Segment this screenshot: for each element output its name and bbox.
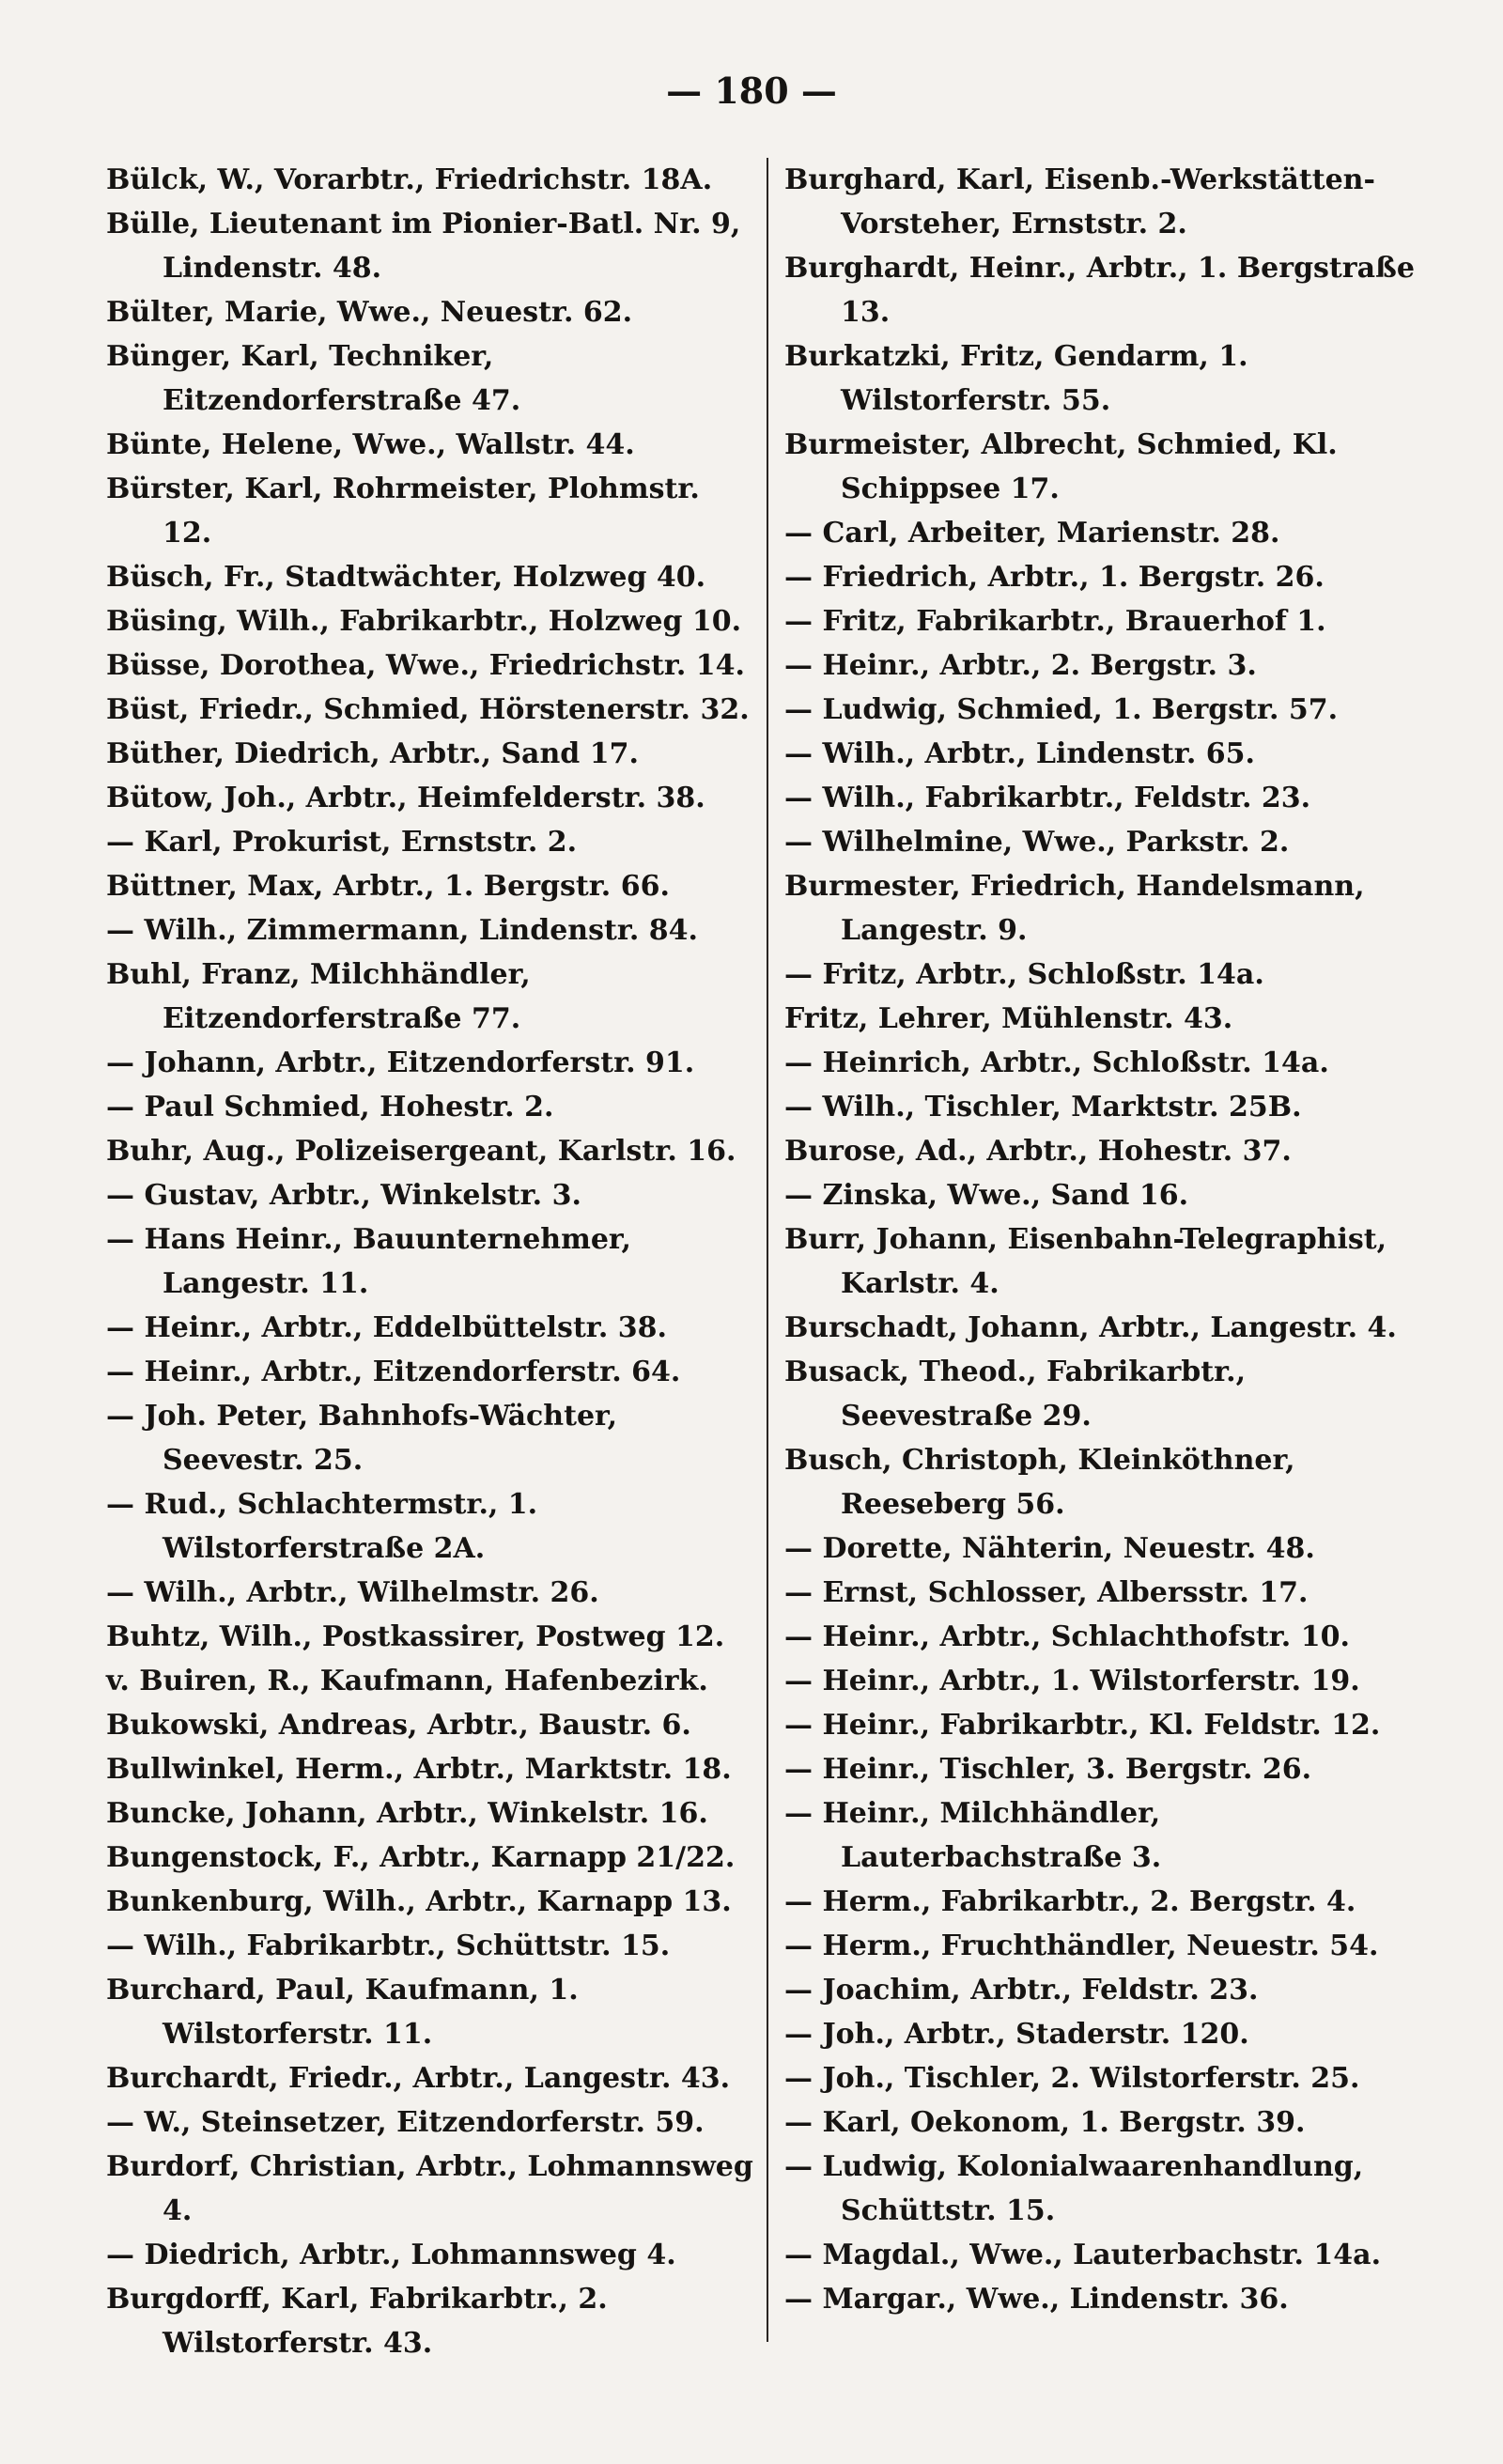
directory-entry: Bülle, Lieutenant im Pionier-Batl. Nr. 9, Lindenstr. 48. <box>106 208 741 285</box>
directory-entry: Busch, Christoph, Kleinköthner, Reeseberg 56. <box>784 1444 1295 1521</box>
directory-entry: — Magdal., Wwe., Lauterbachstr. 14a. <box>784 2239 1382 2271</box>
directory-entry: — Heinr., Arbtr., Eddelbüttelstr. 38. <box>106 1311 667 1344</box>
directory-entry: — Wilhelmine, Wwe., Parkstr. 2. <box>784 826 1290 859</box>
directory-entry: — Herm., Fruchthändler, Neuestr. 54. <box>784 1929 1379 1962</box>
directory-entry: Bünger, Karl, Techniker, Eitzendorferstraße 47. <box>106 340 521 417</box>
directory-entry: Büsse, Dorothea, Wwe., Friedrichstr. 14. <box>106 649 745 682</box>
directory-entry: Büst, Friedr., Schmied, Hörstenerstr. 32. <box>106 693 750 726</box>
directory-entry: — Heinr., Fabrikarbtr., Kl. Feldstr. 12. <box>784 1709 1381 1742</box>
directory-entry: Büttner, Max, Arbtr., 1. Bergstr. 66. <box>106 870 670 903</box>
directory-entry: Büther, Diedrich, Arbtr., Sand 17. <box>106 737 639 770</box>
directory-entry: — Carl, Arbeiter, Marienstr. 28. <box>784 517 1280 550</box>
directory-entry: — Wilh., Fabrikarbtr., Schüttstr. 15. <box>106 1929 671 1962</box>
directory-entry: — Margar., Wwe., Lindenstr. 36. <box>784 2283 1289 2316</box>
directory-entry: — Wilh., Arbtr., Lindenstr. 65. <box>784 737 1255 770</box>
right-column <box>784 158 1442 2321</box>
directory-entry: — Friedrich, Arbtr., 1. Bergstr. 26. <box>784 561 1325 594</box>
directory-entry: — Gustav, Arbtr., Winkelstr. 3. <box>106 1179 581 1212</box>
directory-entry: Burdorf, Christian, Arbtr., Lohmannsweg 4. <box>106 2150 753 2227</box>
left-column <box>106 158 756 2365</box>
directory-entry: Burchardt, Friedr., Arbtr., Langestr. 43. <box>106 2062 731 2095</box>
directory-entry: Burmeister, Albrecht, Schmied, Kl. Schippsee 17. <box>784 428 1338 505</box>
directory-entry: Buhr, Aug., Polizeisergeant, Karlstr. 16. <box>106 1135 736 1168</box>
directory-entry: Buhl, Franz, Milchhändler, Eitzendorferstraße 77. <box>106 958 531 1035</box>
directory-entry: Bülter, Marie, Wwe., Neuestr. 62. <box>106 296 633 329</box>
directory-entry: Bütow, Joh., Arbtr., Heimfelderstr. 38. <box>106 782 705 814</box>
directory-entry: Büsch, Fr., Stadtwächter, Holzweg 40. <box>106 561 706 594</box>
directory-entry: — Heinr., Arbtr., 1. Wilstorferstr. 19. <box>784 1665 1360 1697</box>
directory-entry: Bünte, Helene, Wwe., Wallstr. 44. <box>106 428 635 461</box>
directory-entry: Bungenstock, F., Arbtr., Karnapp 21/22. <box>106 1841 736 1874</box>
directory-entry: Burose, Ad., Arbtr., Hohestr. 37. <box>784 1135 1292 1168</box>
directory-entry: Busack, Theod., Fabrikarbtr., Seevestraße 29. <box>784 1356 1247 1433</box>
directory-entry: Buncke, Johann, Arbtr., Winkelstr. 16. <box>106 1797 708 1830</box>
directory-entry: — Joh., Tischler, 2. Wilstorferstr. 25. <box>784 2062 1360 2095</box>
directory-entry: Burghard, Karl, Eisenb.-Werkstätten-Vorsteher, Ernststr. 2. <box>784 163 1375 240</box>
directory-entry: — Heinr., Tischler, 3. Bergstr. 26. <box>784 1753 1312 1786</box>
directory-entry: — Wilh., Fabrikarbtr., Feldstr. 23. <box>784 782 1311 814</box>
directory-entry: Fritz, Lehrer, Mühlenstr. 43. <box>784 1002 1233 1035</box>
directory-entry: — Rud., Schlachtermstr., 1. Wilstorferstraße 2A. <box>106 1488 538 1565</box>
column-divider <box>767 158 768 2342</box>
directory-entry: — Heinr., Arbtr., Schlachthofstr. 10. <box>784 1620 1350 1653</box>
directory-entry: — Hans Heinr., Bauunternehmer, Langestr. 11. <box>106 1223 631 1300</box>
directory-entry: Burschadt, Johann, Arbtr., Langestr. 4. <box>784 1311 1397 1344</box>
directory-entry: Burkatzki, Fritz, Gendarm, 1. Wilstorferstr. 55. <box>784 340 1248 417</box>
directory-entry: Burmester, Friedrich, Handelsmann, Langestr. 9. <box>784 870 1365 947</box>
directory-entry: — Zinska, Wwe., Sand 16. <box>784 1179 1189 1212</box>
directory-entry: Bürster, Karl, Rohrmeister, Plohmstr. 12. <box>106 473 700 550</box>
directory-entry: — Ernst, Schlosser, Albersstr. 17. <box>784 1576 1309 1609</box>
directory-entry: — Wilh., Tischler, Marktstr. 25B. <box>784 1091 1302 1124</box>
directory-entry: — Herm., Fabrikarbtr., 2. Bergstr. 4. <box>784 1885 1356 1918</box>
directory-entry: Burchard, Paul, Kaufmann, 1. Wilstorferstr. 11. <box>106 1974 579 2051</box>
directory-entry: — W., Steinsetzer, Eitzendorferstr. 59. <box>106 2106 705 2139</box>
directory-entry: — Heinr., Arbtr., 2. Bergstr. 3. <box>784 649 1257 682</box>
directory-entry: — Ludwig, Kolonialwaarenhandlung, Schüttstr. 15. <box>784 2150 1364 2227</box>
directory-entry: — Ludwig, Schmied, 1. Bergstr. 57. <box>784 693 1339 726</box>
directory-entry: — Joachim, Arbtr., Feldstr. 23. <box>784 1974 1259 2007</box>
directory-entry: — Joh. Peter, Bahnhofs-Wächter, Seevestr. 25. <box>106 1400 618 1477</box>
directory-entry: Bunkenburg, Wilh., Arbtr., Karnapp 13. <box>106 1885 732 1918</box>
directory-entry: — Joh., Arbtr., Staderstr. 120. <box>784 2018 1249 2051</box>
directory-entry: Bullwinkel, Herm., Arbtr., Marktstr. 18. <box>106 1753 732 1786</box>
directory-entry: — Dorette, Nähterin, Neuestr. 48. <box>784 1532 1315 1565</box>
directory-entry: v. Buiren, R., Kaufmann, Hafenbezirk. <box>106 1665 708 1697</box>
directory-entry: — Karl, Oekonom, 1. Bergstr. 39. <box>784 2106 1306 2139</box>
directory-entry: — Heinr., Arbtr., Eitzendorferstr. 64. <box>106 1356 681 1388</box>
directory-entry: Bukowski, Andreas, Arbtr., Baustr. 6. <box>106 1709 691 1742</box>
directory-entry: — Wilh., Zimmermann, Lindenstr. 84. <box>106 914 698 947</box>
directory-entry: Bülck, W., Vorarbtr., Friedrichstr. 18A. <box>106 163 713 196</box>
page-number: — 180 — <box>666 70 837 112</box>
directory-entry: — Karl, Prokurist, Ernststr. 2. <box>106 826 578 859</box>
directory-entry: — Wilh., Arbtr., Wilhelmstr. 26. <box>106 1576 599 1609</box>
directory-entry: Burgdorff, Karl, Fabrikarbtr., 2. Wilstorferstr. 43. <box>106 2283 608 2360</box>
directory-entry: — Johann, Arbtr., Eitzendorferstr. 91. <box>106 1046 695 1079</box>
directory-entry: Burr, Johann, Eisenbahn-Telegraphist, Karlstr. 4. <box>784 1223 1387 1300</box>
directory-entry: — Fritz, Arbtr., Schloßstr. 14a. <box>784 958 1264 991</box>
directory-entry: — Paul Schmied, Hohestr. 2. <box>106 1091 554 1124</box>
directory-entry: — Diedrich, Arbtr., Lohmannsweg 4. <box>106 2239 676 2271</box>
directory-entry: — Fritz, Fabrikarbtr., Brauerhof 1. <box>784 605 1326 638</box>
directory-entry: Burghardt, Heinr., Arbtr., 1. Bergstraße 13. <box>784 252 1415 329</box>
directory-entry: Buhtz, Wilh., Postkassirer, Postweg 12. <box>106 1620 725 1653</box>
directory-entry: — Heinr., Milchhändler, Lauterbachstraße 3. <box>784 1797 1162 1874</box>
directory-entry: Büsing, Wilh., Fabrikarbtr., Holzweg 10. <box>106 605 742 638</box>
directory-entry: — Heinrich, Arbtr., Schloßstr. 14a. <box>784 1046 1329 1079</box>
